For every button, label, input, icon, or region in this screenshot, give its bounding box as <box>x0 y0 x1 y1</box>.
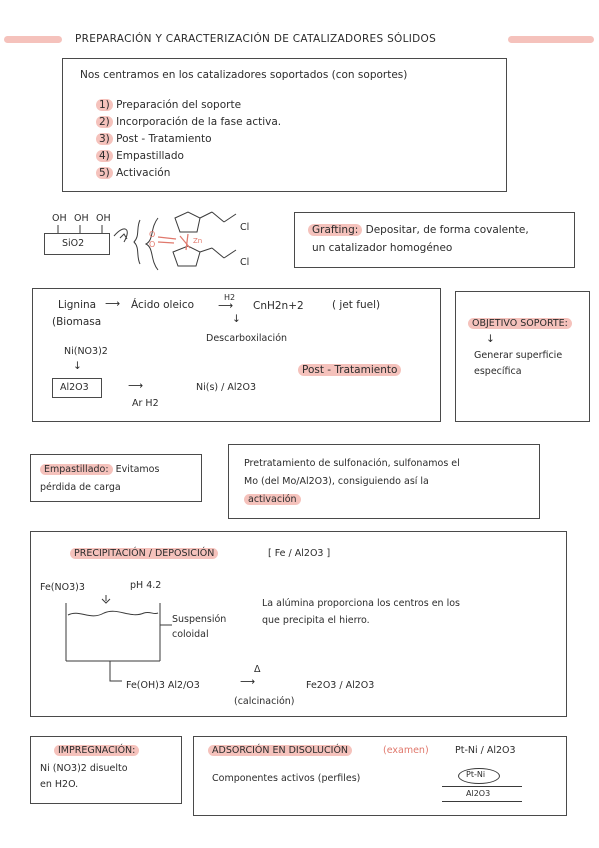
note-line-1: La alúmina proporciona los centros en los <box>262 598 460 609</box>
arrow-3: ⟶ <box>128 380 144 392</box>
cl-label: Cl <box>240 257 250 268</box>
h2-label: H2 <box>224 293 236 302</box>
grafting-line-2: un catalizador homogéneo <box>312 242 453 254</box>
lignina-label: Lignina <box>58 299 97 311</box>
biomasa-label: (Biomasa <box>52 316 102 328</box>
support-label: Al2O3 <box>60 382 89 393</box>
exam-label: (examen) <box>383 745 429 756</box>
product-fe-label: Fe2O3 / Al2O3 <box>306 680 375 691</box>
suspension-line-1: Suspensión <box>172 614 227 625</box>
decarbox-label: Descarboxilación <box>206 333 288 344</box>
oh-label: OH <box>52 213 67 224</box>
page-title: PREPARACIÓN Y CARACTERIZACIÓN DE CATALIZADORES SÓLIDOS <box>75 33 437 45</box>
calcination-label: (calcinación) <box>234 696 295 707</box>
particle-label: Pt-Ni <box>466 770 486 779</box>
grafting-box <box>294 212 575 268</box>
empastillado-box <box>30 454 202 502</box>
precipitation-title: PRECIPITACIÓN / DEPOSICIÓN <box>70 548 218 559</box>
objective-line-2: específica <box>474 366 522 377</box>
pretreatment-line-1: Pretratamiento de sulfonación, sulfonamos el <box>244 458 460 469</box>
precipitation-system: [ Fe / Al2O3 ] <box>268 548 331 559</box>
list-item: 1) Preparación del soporte <box>96 99 281 116</box>
oxo-label: O <box>149 230 156 239</box>
arrow-calc: ⟶ <box>240 676 256 688</box>
header-line-left <box>4 36 62 43</box>
pretreatment-line-3: activación <box>244 494 301 505</box>
empastillado-line-2: pérdida de carga <box>40 482 121 493</box>
post-label: Post - Tratamiento <box>298 364 401 377</box>
precursor-label: Ni(NO3)2 <box>64 346 108 357</box>
impregnation-line-1: Ni (NO3)2 disuelto <box>40 763 128 774</box>
list-item: 2) Incorporación de la fase activa. <box>96 116 281 133</box>
empastillado-line-1: Empastillado: Evitamos <box>40 464 159 475</box>
oxo-label: O <box>149 240 156 249</box>
adsorption-support-label: Al2O3 <box>466 789 491 798</box>
product-label: CnH2n+2 <box>253 300 304 312</box>
intro-text: Nos centramos en los catalizadores soportados (con soportes) <box>80 69 408 81</box>
arrow-1: ⟶ <box>105 298 121 310</box>
hydroxide-label: Fe(OH)3 Al2/O3 <box>126 680 200 691</box>
steps-list <box>96 99 281 184</box>
zn-label: Zn <box>193 237 203 245</box>
adsorption-text: Componentes activos (perfiles) <box>212 773 361 784</box>
list-item: 5) Activación <box>96 167 281 184</box>
arrow-down-obj: ↓ <box>486 333 495 345</box>
acid-label: Ácido oleico <box>131 299 195 311</box>
note-line-2: que precipita el hierro. <box>262 615 370 626</box>
adsorption-title: ADSORCIÓN EN DISOLUCIÓN <box>208 745 352 756</box>
conditions-label: Ar H2 <box>132 398 159 409</box>
delta-label: Δ <box>254 664 261 675</box>
list-item: 3) Post - Tratamiento <box>96 133 281 150</box>
arrow-down-2: ↓ <box>73 360 82 372</box>
objective-title: OBJETIVO SOPORTE: <box>468 318 572 329</box>
result-label: Ni(s) / Al2O3 <box>196 382 257 393</box>
example-label: Pt-Ni / Al2O3 <box>455 745 516 756</box>
impregnation-line-2: en H2O. <box>40 779 79 790</box>
pretreatment-line-2: Mo (del Mo/Al2O3), consiguiendo así la <box>244 476 429 487</box>
objective-line-1: Generar superficie <box>474 350 563 361</box>
oh-label: OH <box>74 213 89 224</box>
impregnation-title: IMPREGNACIÓN: <box>54 745 139 756</box>
list-item: 4) Empastillado <box>96 150 281 167</box>
oh-label: OH <box>96 213 111 224</box>
reagent-label: Fe(NO3)3 <box>40 582 85 593</box>
beaker-drawing <box>60 595 180 685</box>
arrow-down-1: ↓ <box>232 313 241 325</box>
suspension-line-2: coloidal <box>172 629 209 640</box>
grafting-line-1: Grafting: Depositar, de forma covalente, <box>308 224 529 237</box>
jet-label: ( jet fuel) <box>332 299 381 311</box>
cl-label: Cl <box>240 222 250 233</box>
support-label: SiO2 <box>62 238 85 249</box>
ph-label: pH 4.2 <box>130 580 162 591</box>
header-line-right <box>508 36 594 43</box>
arrow-2: ⟶ <box>218 300 234 312</box>
